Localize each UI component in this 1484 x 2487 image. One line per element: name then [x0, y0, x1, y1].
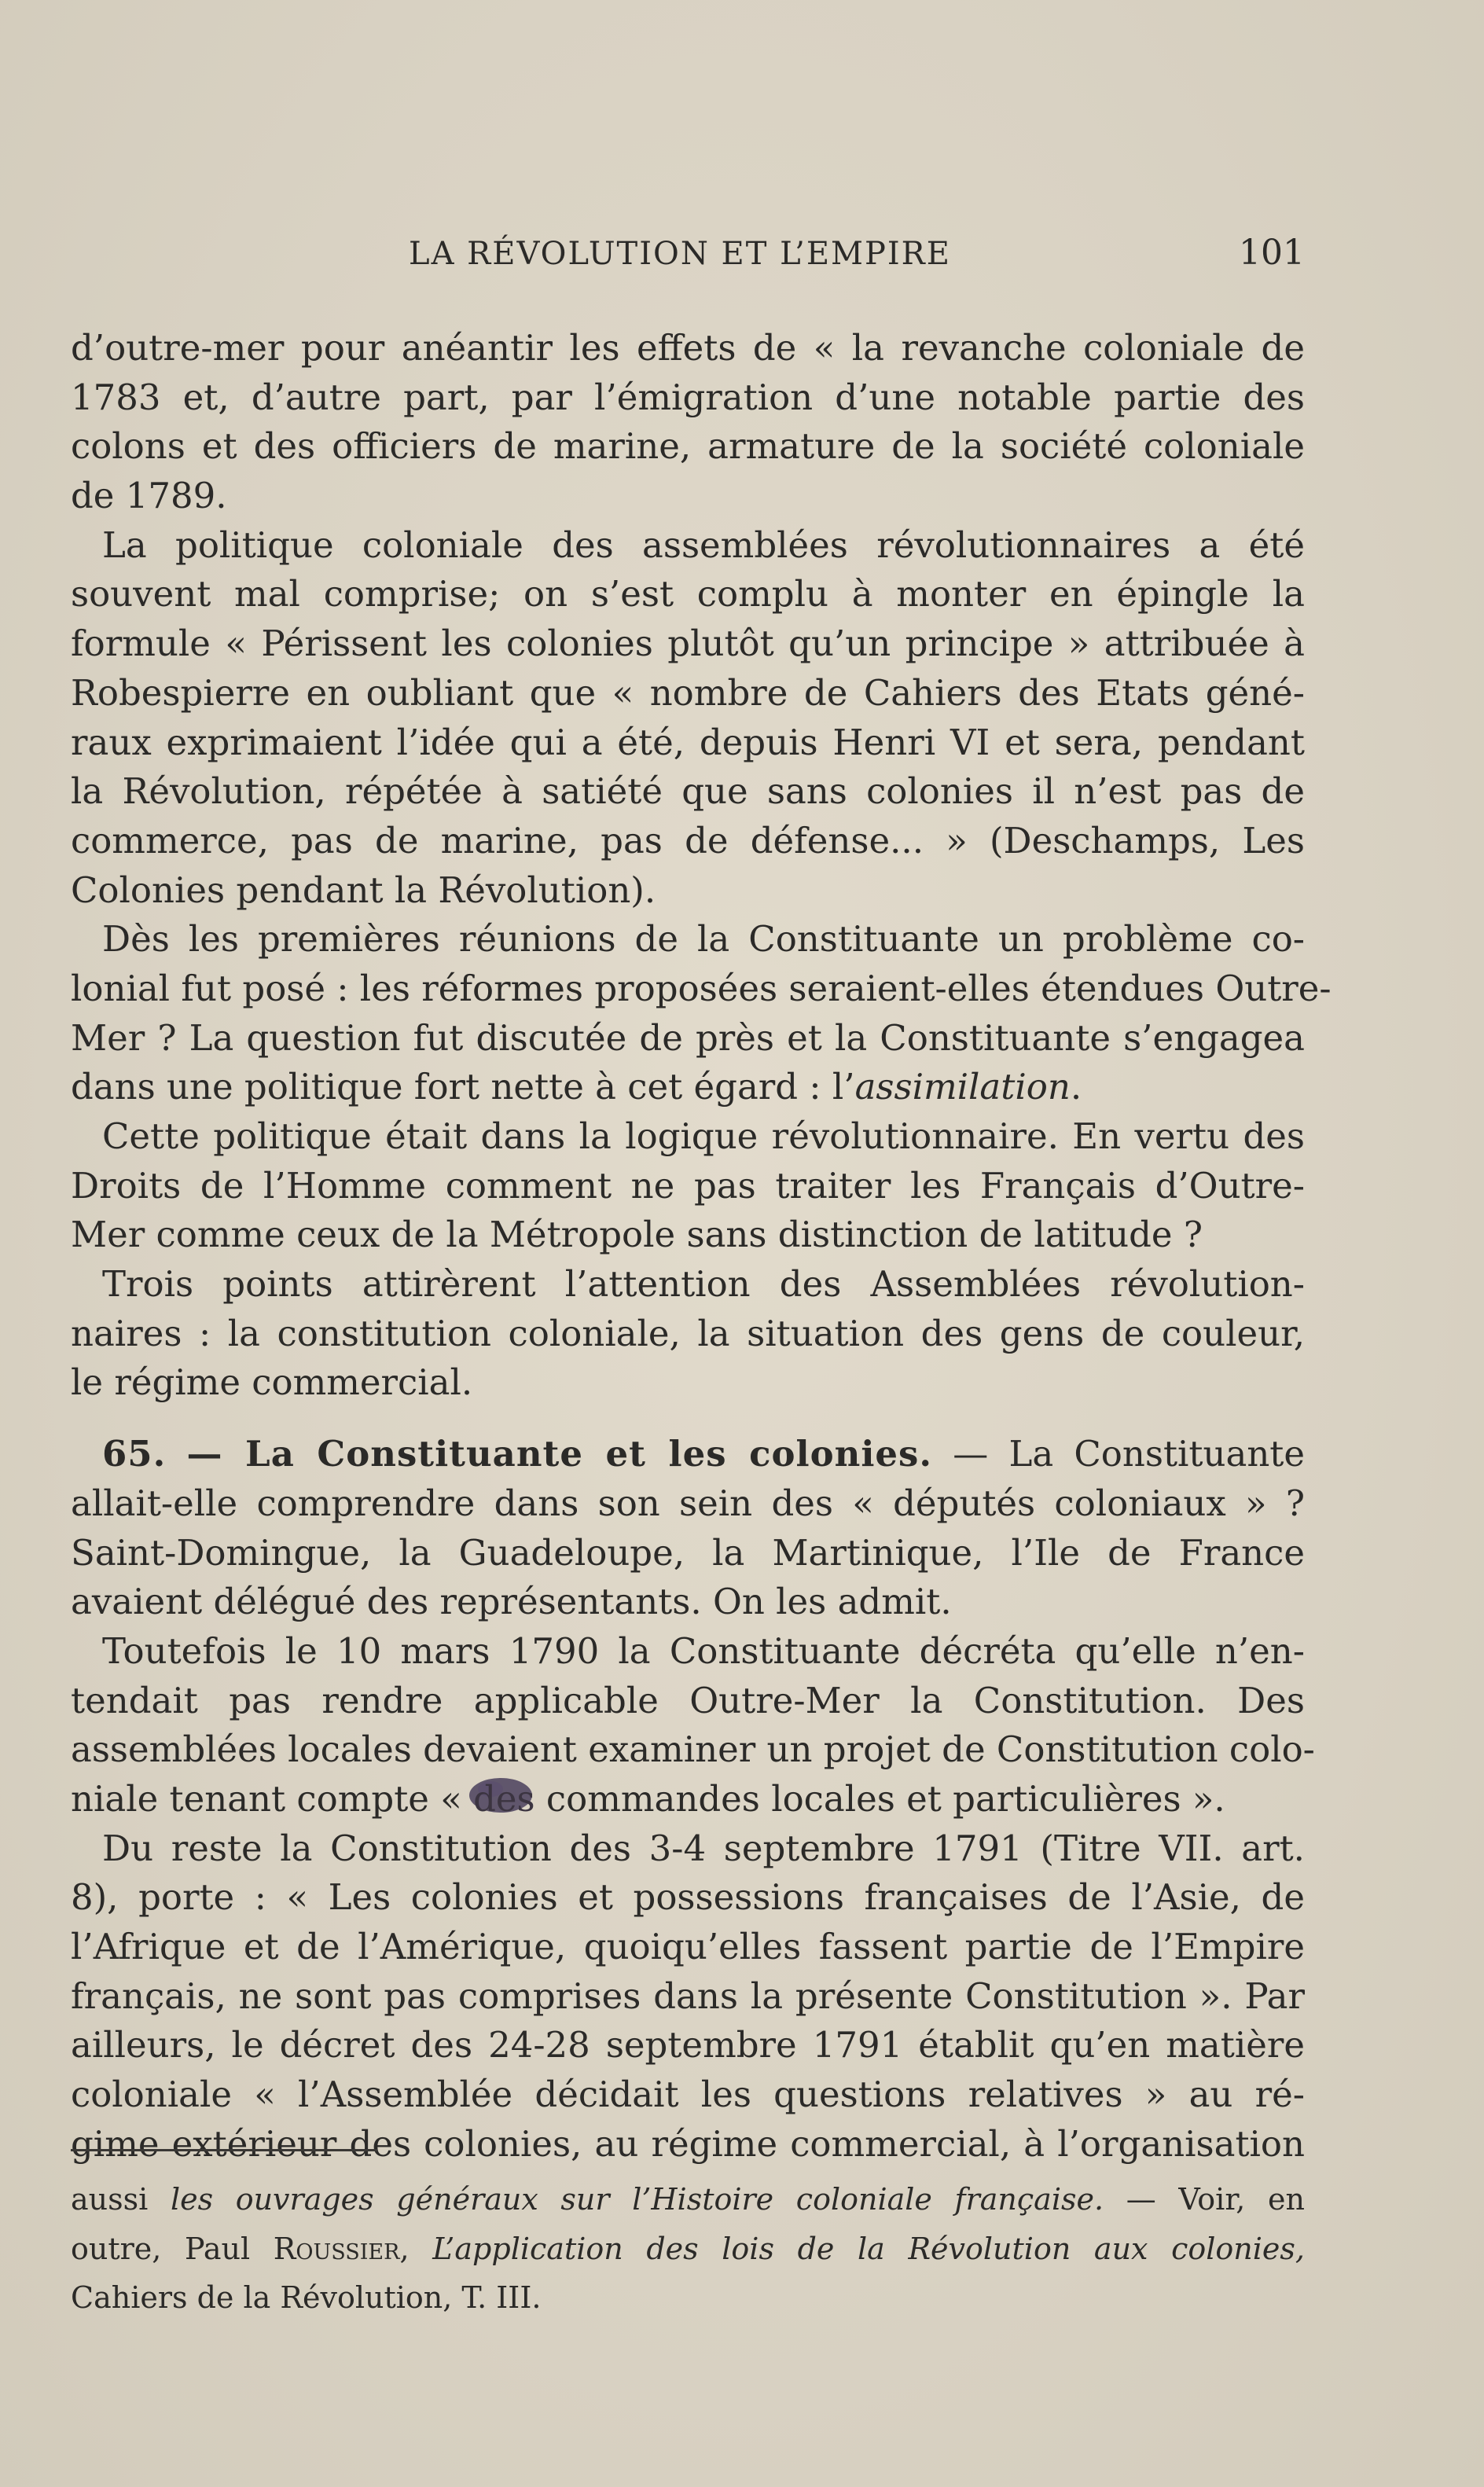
text-line: 1783 et, d’autre part, par l’émigration d’une notable partie des: [71, 376, 1305, 418]
text-line: français, ne sont pas comprises dans la présente Constitution ». Par: [71, 1975, 1305, 2017]
text-segment: commandes locales et particulières ».: [545, 1777, 1225, 1820]
text-line: Dès les premières réunions de la Constituante un problème co-: [102, 918, 1305, 961]
text-line: lonial fut posé : les réformes proposées seraient-elles étendues Outre-: [71, 967, 1332, 1009]
paragraph: [71, 1627, 1315, 1824]
footnote-line: [71, 2177, 1305, 2227]
text-line: de 1789.: [71, 475, 227, 517]
footnote-rule: [71, 2149, 377, 2151]
text-line: Robespierre en oubliant que « nombre de Cahiers des Etats géné-: [71, 671, 1305, 714]
running-title: LA RÉVOLUTION ET L’EMPIRE: [409, 236, 951, 272]
text-line: coloniale « l’Assemblée décidait les questions relatives » au ré-: [71, 2074, 1305, 2116]
body-text: [71, 324, 1332, 2169]
text-line: [71, 1775, 1305, 1824]
paragraph: [71, 915, 1332, 1112]
footnote-line: [71, 2227, 1305, 2276]
text-line: Mer comme ceux de la Métropole sans distinction de latitude ?: [71, 1214, 1203, 1256]
section-title: — La Constituante et les colonies.: [186, 1433, 933, 1475]
text-line: colons et des officiers de marine, armature de la société coloniale: [71, 425, 1305, 468]
footnote-line: Cahiers de la Révolution, T. III.: [71, 2280, 542, 2316]
text-segment: niale tenant compte «: [71, 1777, 462, 1820]
text-line: ailleurs, le décret des 24-28 septembre 1791 établit qu’en matière: [71, 2024, 1305, 2066]
section-number: 65.: [102, 1433, 167, 1475]
text-line: l’Afrique et de l’Amérique, quoiqu’elles fassent partie de l’Empire: [71, 1926, 1305, 1967]
running-head: [71, 233, 1305, 280]
text-segment: .: [1070, 1066, 1082, 1108]
paragraph: [71, 521, 1305, 916]
text-line: d’outre-mer pour anéantir les effets de « la revanche coloniale de: [71, 327, 1305, 369]
text-segment: dans une politique fort nette à cet égard : l’: [71, 1066, 855, 1108]
text-line: souvent mal comprise; on s’est complu à monter en épingle la: [71, 573, 1305, 615]
text-line: Mer ? La question fut discutée de près et la Constituante s’engagea: [71, 1016, 1305, 1059]
footnotes: [71, 2177, 1305, 2325]
text-line: avaient délégué des représentants. On les admit.: [71, 1581, 952, 1623]
text-line: raux exprimaient l’idée qui a été, depuis Henri VI et sera, pendant: [71, 721, 1305, 763]
text-line: assemblées locales devaient examiner un projet de Constitution colo-: [71, 1728, 1315, 1771]
text-line: Saint-Domingue, la Guadeloupe, la Martinique, l’Ile de France: [71, 1531, 1305, 1574]
text-line: gime extérieur des colonies, au régime commercial, à l’organisation: [71, 2122, 1305, 2165]
text-segment: — Voir, en: [1126, 2182, 1305, 2217]
text-line: formule « Périssent les colonies plutôt qu’un principe » attribuée à: [71, 623, 1305, 665]
footnote-emphasis: les ouvrages généraux sur l’Histoire coloniale française.: [170, 2182, 1104, 2217]
page-number: 101: [1239, 233, 1305, 273]
text-segment: aussi: [71, 2182, 149, 2217]
text-line: Toutefois le 10 mars 1790 la Constituante décréta qu’elle n’en-: [102, 1629, 1305, 1672]
text-line: la Révolution, répétée à satiété que sans colonies il n’est pas de: [71, 770, 1305, 813]
text-line: naires : la constitution coloniale, la situation des gens de couleur,: [71, 1312, 1305, 1354]
text-segment: outre, Paul: [71, 2231, 251, 2266]
text-line: Cette politique était dans la logique révolutionnaire. En vertu des: [102, 1115, 1305, 1157]
section-65: [71, 1430, 1305, 1627]
text-line: Du reste la Constitution des 3-4 septembre 1791 (Titre VII. art.: [102, 1827, 1305, 1869]
paragraph: [71, 324, 1305, 521]
footnote-title: L’application des lois de la Révolution aux colonies,: [432, 2231, 1305, 2266]
blot-text: des: [473, 1777, 535, 1820]
text-line: tendait pas rendre applicable Outre-Mer la Constitution. Des: [71, 1679, 1305, 1721]
text-line: 8), porte : « Les colonies et possessions françaises de l’Asie, de: [71, 1876, 1305, 1919]
section-gap: [71, 1408, 1305, 1430]
paragraph: [71, 1824, 1305, 2169]
text-line: La politique coloniale des assemblées révolutionnaires a été: [102, 523, 1305, 566]
text-line: Trois points attirèrent l’attention des Assemblées révolution-: [102, 1263, 1305, 1306]
text-line: commerce, pas de marine, pas de défense... » (Deschamps, Les: [71, 819, 1305, 861]
ink-blot-word: [473, 1775, 535, 1824]
text-line: [71, 1063, 1305, 1112]
author-name: Roussier,: [273, 2231, 410, 2266]
paragraph: [71, 1260, 1305, 1408]
text-line: allait-elle comprendre dans son sein des « députés coloniaux » ?: [71, 1482, 1305, 1524]
text-line: Colonies pendant la Révolution).: [71, 869, 656, 911]
section-heading-line: [71, 1430, 1305, 1479]
text-line: Droits de l’Homme comment ne pas traiter les Français d’Outre-: [71, 1164, 1305, 1207]
text-segment: — La Constituante: [953, 1433, 1306, 1475]
text-line: le régime commercial.: [71, 1361, 473, 1404]
paragraph: [71, 1112, 1305, 1260]
emphasis-assimilation: assimilation: [854, 1066, 1071, 1108]
